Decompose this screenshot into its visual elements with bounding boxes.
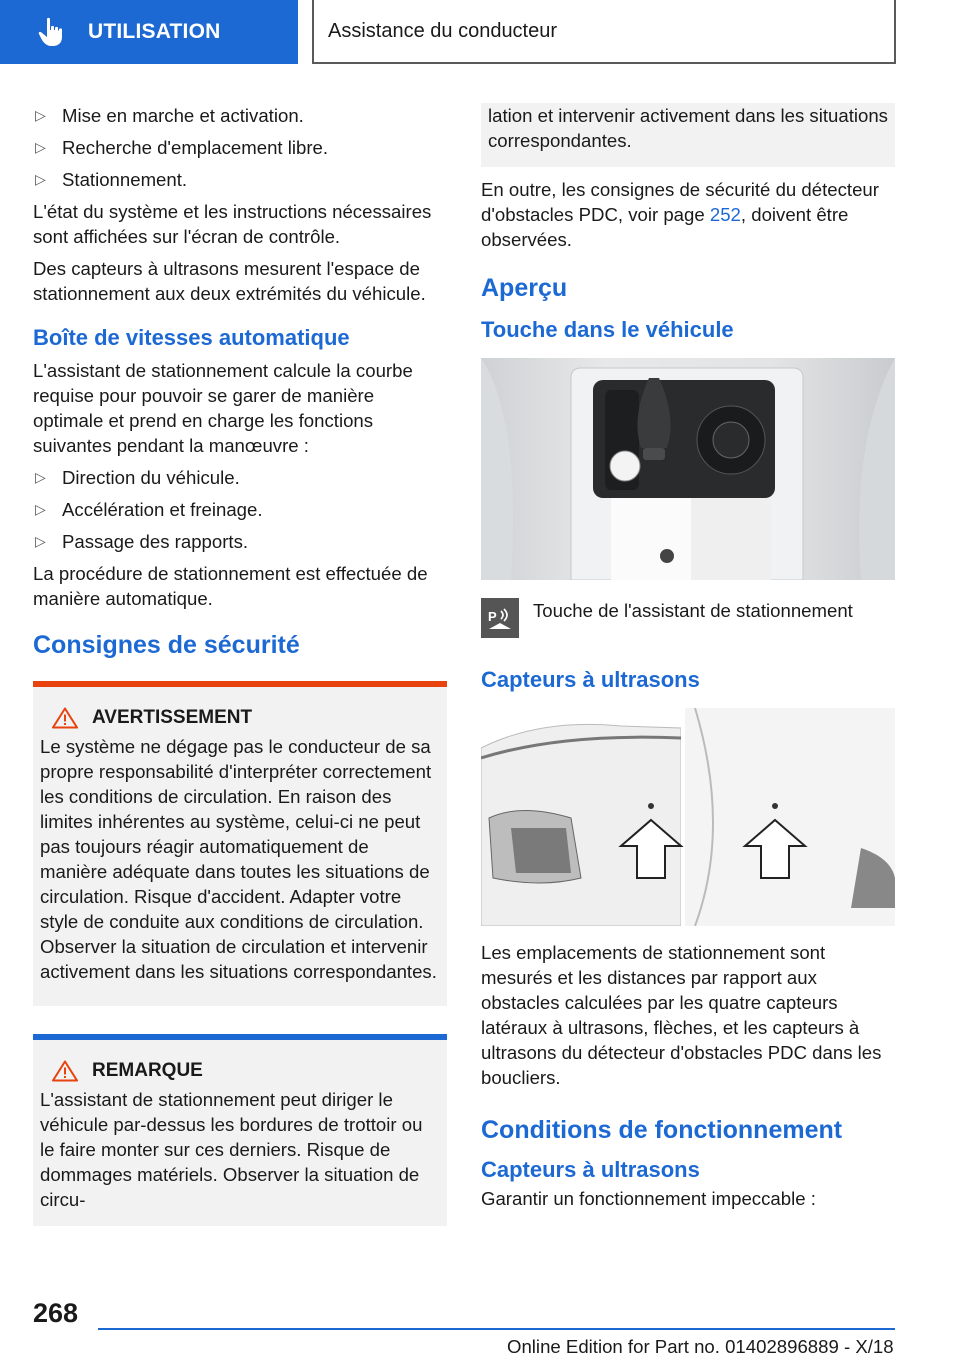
- note-continuation: lation et intervenir activement dans les situations correspondantes.: [481, 103, 895, 167]
- paragraph: Les emplacements de stationnement sont mesurés et les distances par rapport aux obstacles calculées par les quatre capteurs latéraux à ultrasons, flèches, et les capteurs à ultrasons du détecteur d'obstacles PDC dans les boucliers.: [481, 942, 882, 1088]
- bullet-triangle-icon: ▷: [35, 469, 46, 485]
- edition-label: Online Edition for Part no. 01402896889 - X/18: [507, 1336, 894, 1357]
- chapter-title-text: Assistance du conducteur: [328, 19, 558, 42]
- bullet-triangle-icon: ▷: [35, 501, 46, 517]
- heading-automatic-transmission: Boîte de vitesses automatique: [33, 325, 350, 350]
- left-column: [33, 103, 447, 1226]
- list-item: ▷ Passage des rapports.: [35, 531, 249, 552]
- page-number: 268: [33, 1298, 79, 1328]
- heading-operating-conditions: Conditions de fonctionnement: [481, 1116, 843, 1144]
- chapter-title: [312, 0, 896, 64]
- right-column: [481, 103, 895, 1218]
- bullet-triangle-icon: ▷: [35, 171, 46, 187]
- list-item: ▷ Accélération et freinage.: [35, 499, 263, 520]
- heading-overview: Aperçu: [481, 274, 568, 302]
- paragraph: La procédure de stationnement est effectuée de manière automatique.: [33, 563, 428, 609]
- warning-triangle-icon: [52, 707, 78, 729]
- sensors-figure: [481, 708, 895, 926]
- heading-ultrasonic-sensors: Capteurs à ultrasons: [481, 667, 700, 692]
- section-tab[interactable]: [0, 0, 298, 64]
- paragraph-pdc: En outre, les consignes de sécurité du détecteur d'obstacles PDC, voir page 252, doivent être observées.: [481, 179, 879, 250]
- list-item: ▷ Direction du véhicule.: [35, 467, 240, 488]
- legend-text: Touche de l'assistant de stationnement: [533, 600, 853, 621]
- warning-triangle-icon: [52, 1060, 78, 1082]
- bullet-triangle-icon: ▷: [35, 107, 46, 123]
- list-item: ▷ Recherche d'emplacement libre.: [35, 137, 329, 158]
- section-title: UTILISATION: [88, 20, 221, 43]
- note-box: [33, 1034, 447, 1226]
- note-text: L'assistant de stationnement peut diriger le véhicule par-dessus les bordures de trottoir ou le faire monter sur ces derniers. Risque de dommages matériels. Observer la situation de circu-: [40, 1089, 423, 1210]
- warning-text: Le système ne dégage pas le conducteur de sa propre responsabilité d'interpréter correctement les conditions de circulation. En raison des limites inhérentes au système, celui-ci ne peut pas toujours réagir automatiquement de manière adéquate dans toutes les situations de circulation. Risque d'accident. Adapter votre style de conduite aux conditions de circulation. Observer la situation de circulation et intervenir activement dans les situations correspondantes.: [40, 736, 437, 982]
- hand-pointer-icon: [34, 15, 68, 49]
- console-figure: [481, 358, 895, 580]
- bullet-triangle-icon: ▷: [35, 533, 46, 549]
- note-title: REMARQUE: [40, 1058, 439, 1083]
- footer-divider: [98, 1328, 895, 1330]
- park-assist-icon: [481, 598, 519, 638]
- page-link[interactable]: 252: [709, 204, 741, 225]
- paragraph: L'état du système et les instructions nécessaires sont affichées sur l'écran de contrôle.: [33, 201, 432, 247]
- heading-ultrasonic-sensors-2: Capteurs à ultrasons: [481, 1157, 700, 1182]
- heading-button-in-vehicle: Touche dans le véhicule: [481, 317, 734, 342]
- bullet-triangle-icon: ▷: [35, 139, 46, 155]
- paragraph: Des capteurs à ultrasons mesurent l'espace de stationnement aux deux extrémités du véhicule.: [33, 258, 426, 304]
- list-item: ▷ Mise en marche et activation.: [35, 105, 304, 126]
- heading-safety: Consignes de sécurité: [33, 631, 300, 659]
- warning-box: [33, 681, 447, 1006]
- svg-text:P: P: [488, 609, 497, 624]
- list-item: ▷ Stationnement.: [35, 169, 188, 190]
- warning-title: AVERTISSEMENT: [40, 705, 439, 730]
- figure-legend: [481, 598, 895, 638]
- paragraph: L'assistant de stationnement calcule la courbe requise pour pouvoir se garer de manière optimale et prend en charge les fonctions suivantes pendant la manœuvre :: [33, 360, 413, 456]
- paragraph: Garantir un fonctionnement impeccable :: [481, 1188, 816, 1209]
